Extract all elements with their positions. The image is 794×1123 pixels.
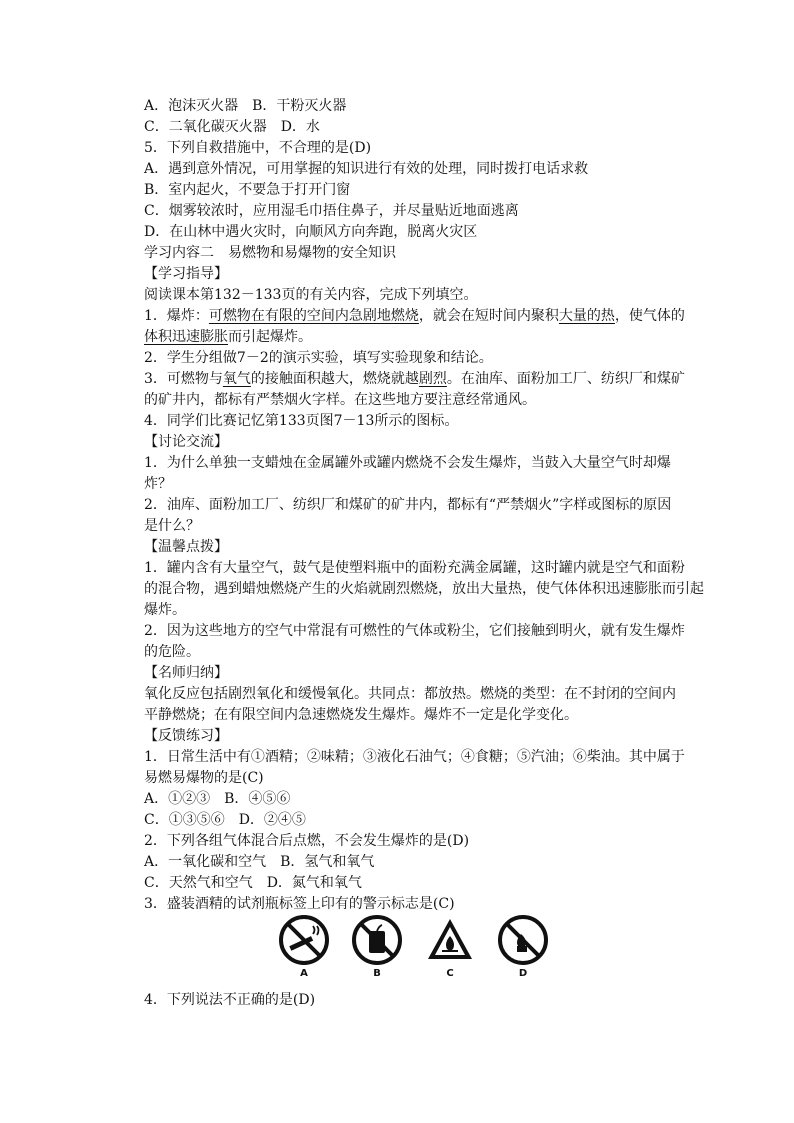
q5-option-b: B．室内起火，不要急于打开门窗	[144, 182, 351, 198]
practice-q1-line1: 1．日常生活中有①酒精；②味精；③液化石油气；④食糖；⑤汽油；⑥柴油。其中属于	[144, 749, 685, 765]
discussion-q1-line2: 炸？	[144, 476, 172, 492]
sign-b-label: B	[373, 968, 381, 979]
tip-1-line1: 1．罐内含有大量空气，鼓气是使塑料瓶中的面粉充满金属罐，这时罐内就是空气和面粉	[144, 560, 685, 576]
tip-2-line1: 2．因为这些地方的空气中常混有可燃性的气体或粉尘，它们接触到明火，就有发生爆炸	[144, 623, 685, 639]
warning-signs-figure	[276, 914, 552, 984]
text: 3．可燃物与	[144, 371, 223, 387]
blank-answer: 可燃物在有限的空间内急剧地燃烧	[208, 308, 419, 324]
practice-q1-options-cd: C．①③⑤⑥ D．②④⑤	[144, 812, 306, 828]
tip-2-line2: 的危险。	[144, 644, 200, 660]
discussion-q1-line1: 1．为什么单独一支蜡烛在金属罐外或罐内燃烧不会发生爆炸，当鼓入大量空气时却爆	[144, 455, 671, 471]
blank-answer: 剧烈	[418, 371, 447, 387]
q4-options-cd: C．二氧化碳灭火器 D．水	[144, 119, 320, 135]
no-fireworks-icon	[351, 914, 403, 966]
sign-b	[349, 914, 405, 980]
q5-option-c: C．烟雾较浓时，应用湿毛巾捂住鼻子，并尽量贴近地面逃离	[144, 203, 519, 219]
blank-answer: 体积迅速膨胀	[144, 329, 228, 345]
discussion-heading: 【讨论交流】	[144, 434, 228, 450]
q5-stem: 5．下列自救措施中，不合理的是(D)	[144, 140, 372, 156]
study-guide-heading: 【学习指导】	[144, 266, 228, 282]
tip-1-line2: 的混合物，遇到蜡烛燃烧产生的火焰就剧烈燃烧，放出大量热，使气体体积迅速膨胀而引起	[144, 581, 704, 597]
fill-item-1-line2	[144, 327, 312, 347]
text: ，使气体的	[614, 308, 685, 324]
sign-d	[495, 914, 551, 980]
fill-item-3-line2: 的矿井内，都标有严禁烟火字样。在这些地方要注意经常通风。	[144, 392, 536, 408]
blank-answer: 大量的热	[558, 308, 615, 324]
sign-a	[276, 914, 332, 980]
text: ，就会在短时间内聚积	[418, 308, 559, 324]
no-smoking-icon	[278, 914, 330, 966]
fill-item-1-line1	[144, 306, 685, 326]
practice-q2-options-ab: A．一氧化碳和空气 B．氢气和氧气	[144, 854, 375, 870]
q4-options-ab: A．泡沫灭火器 B．干粉灭火器	[144, 98, 347, 114]
text: 。在油库、面粉加工厂、纺织厂和煤矿	[446, 371, 685, 387]
text: 而引起爆炸。	[228, 329, 312, 345]
sign-c	[422, 914, 478, 980]
tips-heading: 【温馨点拨】	[144, 539, 228, 555]
sign-c-label: C	[446, 968, 454, 979]
q5-option-d: D．在山林中遇火灾时，向顺风方向奔跑，脱离火灾区	[144, 224, 478, 240]
fill-item-2: 2．学生分组做7－2的演示实验，填写实验现象和结论。	[144, 350, 493, 366]
practice-q2-stem: 2．下列各组气体混合后点燃，不会发生爆炸的是(D)	[144, 833, 470, 849]
discussion-q2-line1: 2．油库、面粉加工厂、纺织厂和煤矿的矿井内，都标有“严禁烟火”字样或图标的原因	[144, 497, 672, 513]
practice-q1-line2: 易燃易爆物的是(C)	[144, 770, 264, 786]
no-open-flame-icon	[497, 914, 549, 966]
text: 1．爆炸：	[144, 308, 209, 324]
flammable-warning-icon	[424, 914, 476, 966]
reading-instruction: 阅读课本第132－133页的有关内容，完成下列填空。	[144, 287, 478, 303]
text: 的接触面积越大，燃烧就越	[250, 371, 419, 387]
summary-heading: 【名师归纳】	[144, 665, 228, 681]
practice-q3-stem: 3．盛装酒精的试剂瓶标签上印有的警示标志是(C)	[144, 896, 455, 912]
fill-item-4: 4．同学们比赛记忆第133页图7－13所示的图标。	[144, 413, 459, 429]
practice-q1-options-ab: A．①②③ B．④⑤⑥	[144, 791, 291, 807]
q5-option-a: A．遇到意外情况，可用掌握的知识进行有效的处理，同时拨打电话求救	[144, 161, 589, 177]
practice-heading: 【反馈练习】	[144, 728, 228, 744]
sign-a-label: A	[300, 968, 308, 979]
summary-line1: 氧化反应包括剧烈氧化和缓慢氧化。共同点：都放热。燃烧的类型：在不封闭的空间内	[144, 686, 676, 702]
blank-answer: 氧气	[222, 371, 251, 387]
fill-item-3-line1	[144, 369, 685, 389]
tip-1-line3: 爆炸。	[144, 602, 186, 618]
practice-q2-options-cd: C．天然气和空气 D．氮气和氧气	[144, 875, 362, 891]
discussion-q2-line2: 是什么？	[144, 518, 200, 534]
section-heading: 学习内容二 易燃物和易爆物的安全知识	[144, 245, 396, 261]
summary-line2: 平静燃烧；在有限空间内急速燃烧发生爆炸。爆炸不一定是化学变化。	[144, 707, 578, 723]
sign-d-label: D	[518, 968, 528, 979]
practice-q4-stem: 4．下列说法不正确的是(D)	[144, 992, 316, 1008]
